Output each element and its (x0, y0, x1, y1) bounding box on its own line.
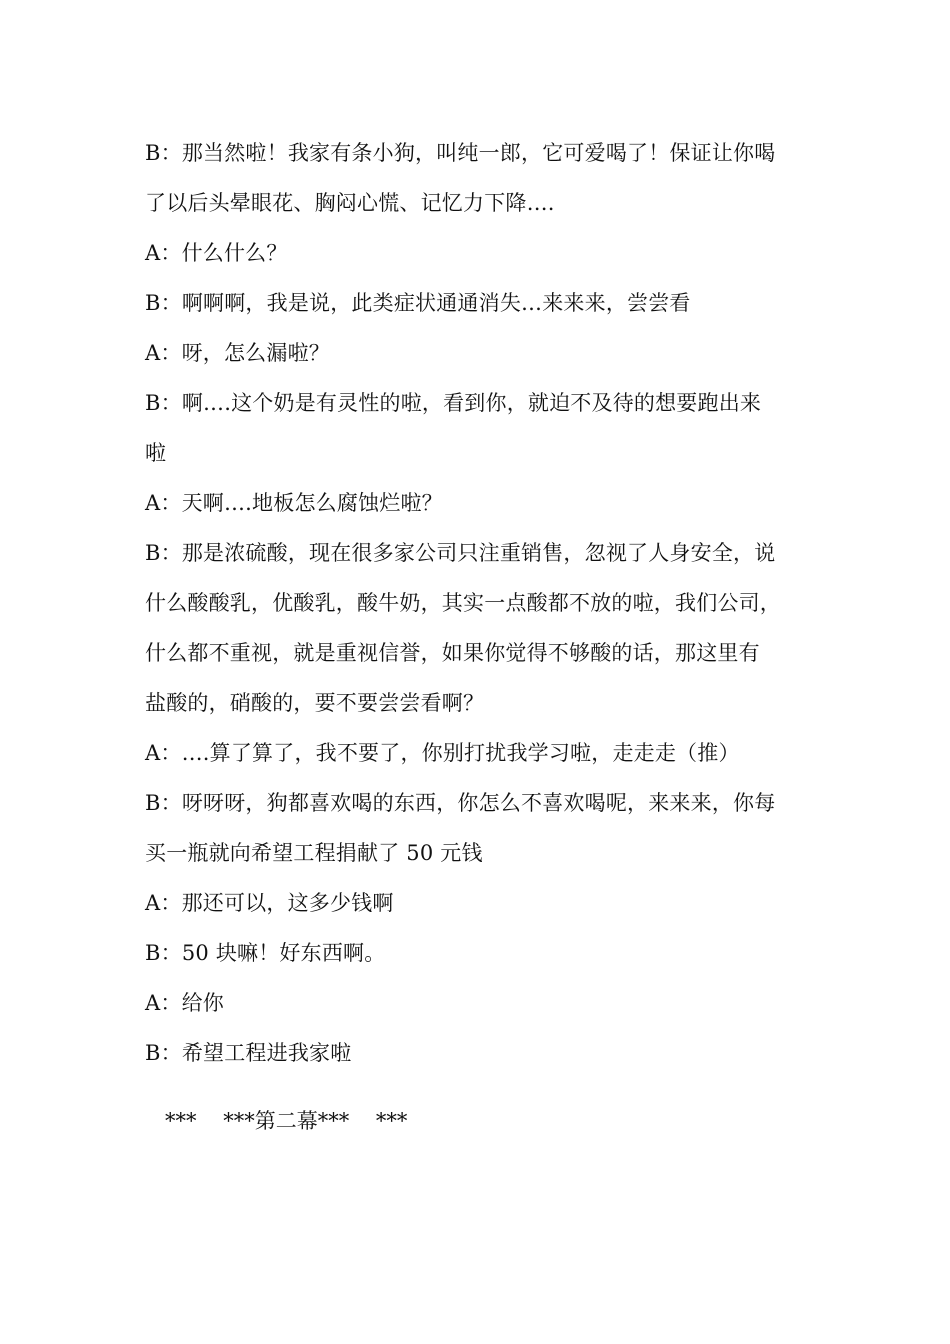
dialogue-line: B：啊….这个奶是有灵性的啦，看到你，就迫不及待的想要跑出来 (145, 391, 762, 415)
dialogue-line: A：给你 (145, 991, 224, 1015)
dialogue-line: A：那还可以，这多少钱啊 (145, 891, 394, 915)
dialogue-line: B：呀呀呀，狗都喜欢喝的东西，你怎么不喜欢喝呢，来来来，你每 (145, 791, 776, 815)
dialogue-line: 什么酸酸乳，优酸乳，酸牛奶，其实一点酸都不放的啦，我们公司， (145, 591, 781, 615)
dialogue-line: A：天啊….地板怎么腐蚀烂啦？ (145, 491, 443, 515)
dialogue-line: 买一瓶就向希望工程捐献了 50 元钱 (145, 841, 483, 865)
dialogue-line: A：呀，怎么漏啦？ (145, 341, 330, 365)
dialogue-line: B：啊啊啊，我是说，此类症状通通消失…来来来，尝尝看 (145, 291, 691, 315)
scene-divider: *** ***第二幕*** *** (165, 1109, 408, 1133)
dialogue-body (145, 128, 810, 1078)
dialogue-line: B：那是浓硫酸，现在很多家公司只注重销售，忽视了人身安全，说 (145, 541, 776, 565)
dialogue-line: 啦 (145, 441, 167, 465)
dialogue-line: A：什么什么？ (145, 241, 288, 265)
dialogue-line: B：那当然啦！我家有条小狗，叫纯一郎，它可爱喝了！保证让你喝 (145, 141, 776, 165)
dialogue-line: A：….算了算了，我不要了，你别打扰我学习啦，走走走（推） (145, 741, 740, 765)
dialogue-line: 什么都不重视，就是重视信誉，如果你觉得不够酸的话，那这里有 (145, 641, 760, 665)
dialogue-line: B：希望工程进我家啦 (145, 1041, 352, 1065)
dialogue-line: B：50 块嘛！好东西啊。 (145, 941, 386, 965)
dialogue-line: 了以后头晕眼花、胸闷心慌、记忆力下降…. (145, 191, 555, 215)
dialogue-line: 盐酸的，硝酸的，要不要尝尝看啊？ (145, 691, 485, 715)
